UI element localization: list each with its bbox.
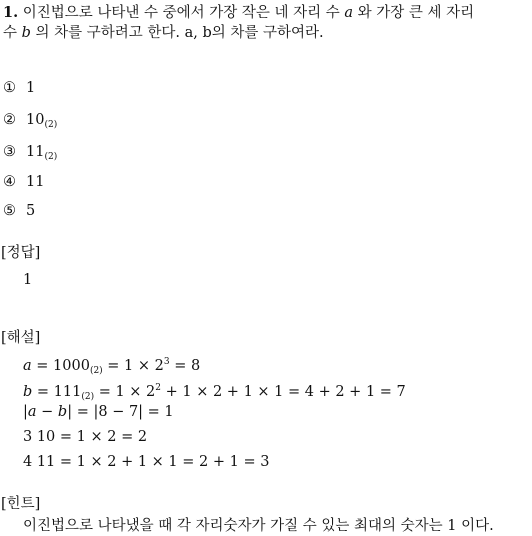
option-4[interactable]	[3, 172, 44, 192]
question-line-1	[3, 3, 474, 23]
hint-text: 이진법으로 나타냈을 때 각 자리숫자가 가질 수 있는 최대의 숫자는 1 이다.	[23, 518, 494, 534]
option-3-text: 11	[26, 144, 45, 160]
explanation-label: [해설]	[1, 330, 41, 346]
explanation-line-1: $a = 1000_{(2)} = 1 \times 2^3 = 8$	[23, 357, 201, 376]
question-text-2: 수 b 의 차를 구하려고 한다. a, b의 차를 구하여라.	[3, 25, 324, 41]
option-3-subscript: (2)	[44, 152, 58, 162]
option-2-mark: ②	[3, 112, 16, 128]
option-4-text: 11	[26, 174, 45, 190]
question-line-2	[3, 23, 324, 43]
option-5-mark: ⑤	[3, 203, 16, 219]
option-3[interactable]	[3, 142, 57, 167]
option-1[interactable]	[3, 78, 35, 98]
explanation-line-5: 4 11 = 1 × 2 + 1 × 1 = 2 + 1 = 3	[23, 454, 270, 470]
question-text-1: 이진법으로 나타낸 수 중에서 가장 작은 네 자리 수 a 와 가장 큰 세 자리	[22, 5, 475, 21]
answer-label: [정답]	[1, 245, 41, 261]
option-2-text: 10	[26, 112, 45, 128]
answer-value: 1	[23, 272, 33, 288]
hint-label: [힌트]	[1, 496, 41, 512]
option-1-text: 1	[26, 80, 36, 96]
explanation-line-4: 3 10 = 1 × 2 = 2	[23, 429, 148, 445]
question-number: 1.	[3, 4, 19, 21]
option-1-mark: ①	[3, 80, 16, 96]
explanation-line-3: |a − b| = |8 − 7| = 1	[23, 404, 174, 420]
explanation-line-2: $b = 111_{(2)} = 1 \times 2^2 + 1 \times 2 + 1 \times 1 = 4 + 2 + 1 = 7$	[23, 383, 406, 402]
option-5-text: 5	[26, 203, 36, 219]
option-2-subscript: (2)	[44, 120, 58, 130]
option-5[interactable]	[3, 201, 35, 221]
option-3-mark: ③	[3, 144, 16, 160]
option-4-mark: ④	[3, 174, 16, 190]
option-2[interactable]	[3, 110, 57, 135]
